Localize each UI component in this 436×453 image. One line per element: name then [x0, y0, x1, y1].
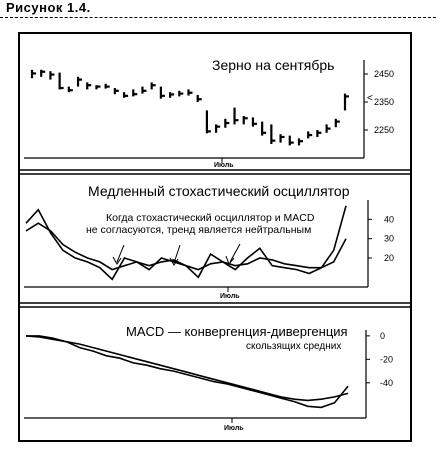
ohlc-bar	[179, 91, 183, 97]
ohlc-x-tick-label: Июль	[214, 162, 234, 169]
ohlc-bar	[124, 92, 128, 98]
panel-separator-1	[20, 170, 410, 174]
ohlc-bar	[106, 84, 110, 89]
figure-caption: Рисунок 1.4.	[6, 0, 91, 15]
macd-y-ticks	[366, 331, 393, 388]
ohlc-bar	[198, 95, 202, 102]
macd-y-tick-label: 0	[380, 330, 386, 341]
stochastic-x-tick-label: Июль	[220, 293, 240, 300]
stochastic-title: Медленный стохастический осциллятор	[88, 183, 350, 199]
ohlc-bar	[336, 119, 340, 127]
ohlc-title: Зерно на сентябрь	[212, 57, 335, 73]
ohlc-bar	[60, 73, 64, 90]
ohlc-bar	[115, 88, 119, 94]
stochastic-annotation-line-1: Когда стохастический осциллятор и MACD	[106, 212, 315, 224]
ohlc-bar	[281, 134, 285, 142]
ohlc-bar	[225, 119, 229, 128]
ohlc-y-tick-label: 2250	[374, 125, 395, 135]
ohlc-bar	[207, 110, 211, 133]
ohlc-panel	[24, 57, 394, 169]
ohlc-bar	[244, 116, 248, 124]
ohlc-bar	[271, 124, 275, 144]
ohlc-bar	[299, 138, 303, 145]
ohlc-bar	[87, 82, 91, 89]
stochastic-y-tick-label: 20	[384, 253, 395, 263]
annotation-arrow-3	[226, 244, 240, 264]
ohlc-bar	[216, 124, 220, 132]
ohlc-bar	[152, 82, 156, 89]
ohlc-bar	[308, 131, 312, 138]
ohlc-bar	[78, 77, 82, 87]
macd-panel	[24, 324, 393, 432]
ohlc-bar	[170, 92, 174, 98]
ohlc-bar	[161, 87, 165, 99]
stochastic-annotation-line-2: не согласуются, тренд является нейтральным	[86, 224, 312, 236]
stochastic-y-tick-label: 40	[384, 214, 395, 225]
stochastic-panel	[24, 183, 394, 300]
ohlc-bar	[50, 71, 54, 79]
panel-separator-2	[20, 303, 410, 307]
ohlc-bar	[235, 108, 239, 125]
ohlc-bar	[327, 124, 331, 132]
ohlc-bar	[345, 94, 349, 111]
ohlc-bar	[262, 122, 266, 136]
macd-y-tick-label: -20	[380, 354, 394, 365]
ohlc-bar	[189, 89, 193, 95]
ohlc-bar	[69, 87, 73, 93]
stochastic-y-ticks	[368, 214, 394, 263]
ohlc-bar	[290, 136, 294, 146]
ohlc-bars	[32, 70, 349, 146]
ohlc-bar	[317, 130, 321, 137]
ohlc-y-tick-label: 2350	[374, 97, 395, 107]
ohlc-bar	[133, 89, 137, 96]
macd-y-tick-label: -40	[380, 377, 394, 388]
last-price-marker: <	[367, 93, 373, 104]
ohlc-bar	[96, 85, 100, 89]
macd-title-line-1: MACD — конвергенция-дивергенция	[126, 324, 348, 339]
macd-title-line-2: скользящих средних	[246, 341, 342, 352]
ohlc-y-tick-label: 2450	[374, 69, 395, 79]
ohlc-bar	[142, 87, 146, 94]
stochastic-y-tick-label: 30	[384, 233, 395, 244]
macd-x-tick-label: Июль	[224, 425, 244, 432]
ohlc-bar	[32, 70, 36, 78]
ohlc-bar	[41, 70, 45, 77]
ohlc-bar	[253, 117, 257, 126]
